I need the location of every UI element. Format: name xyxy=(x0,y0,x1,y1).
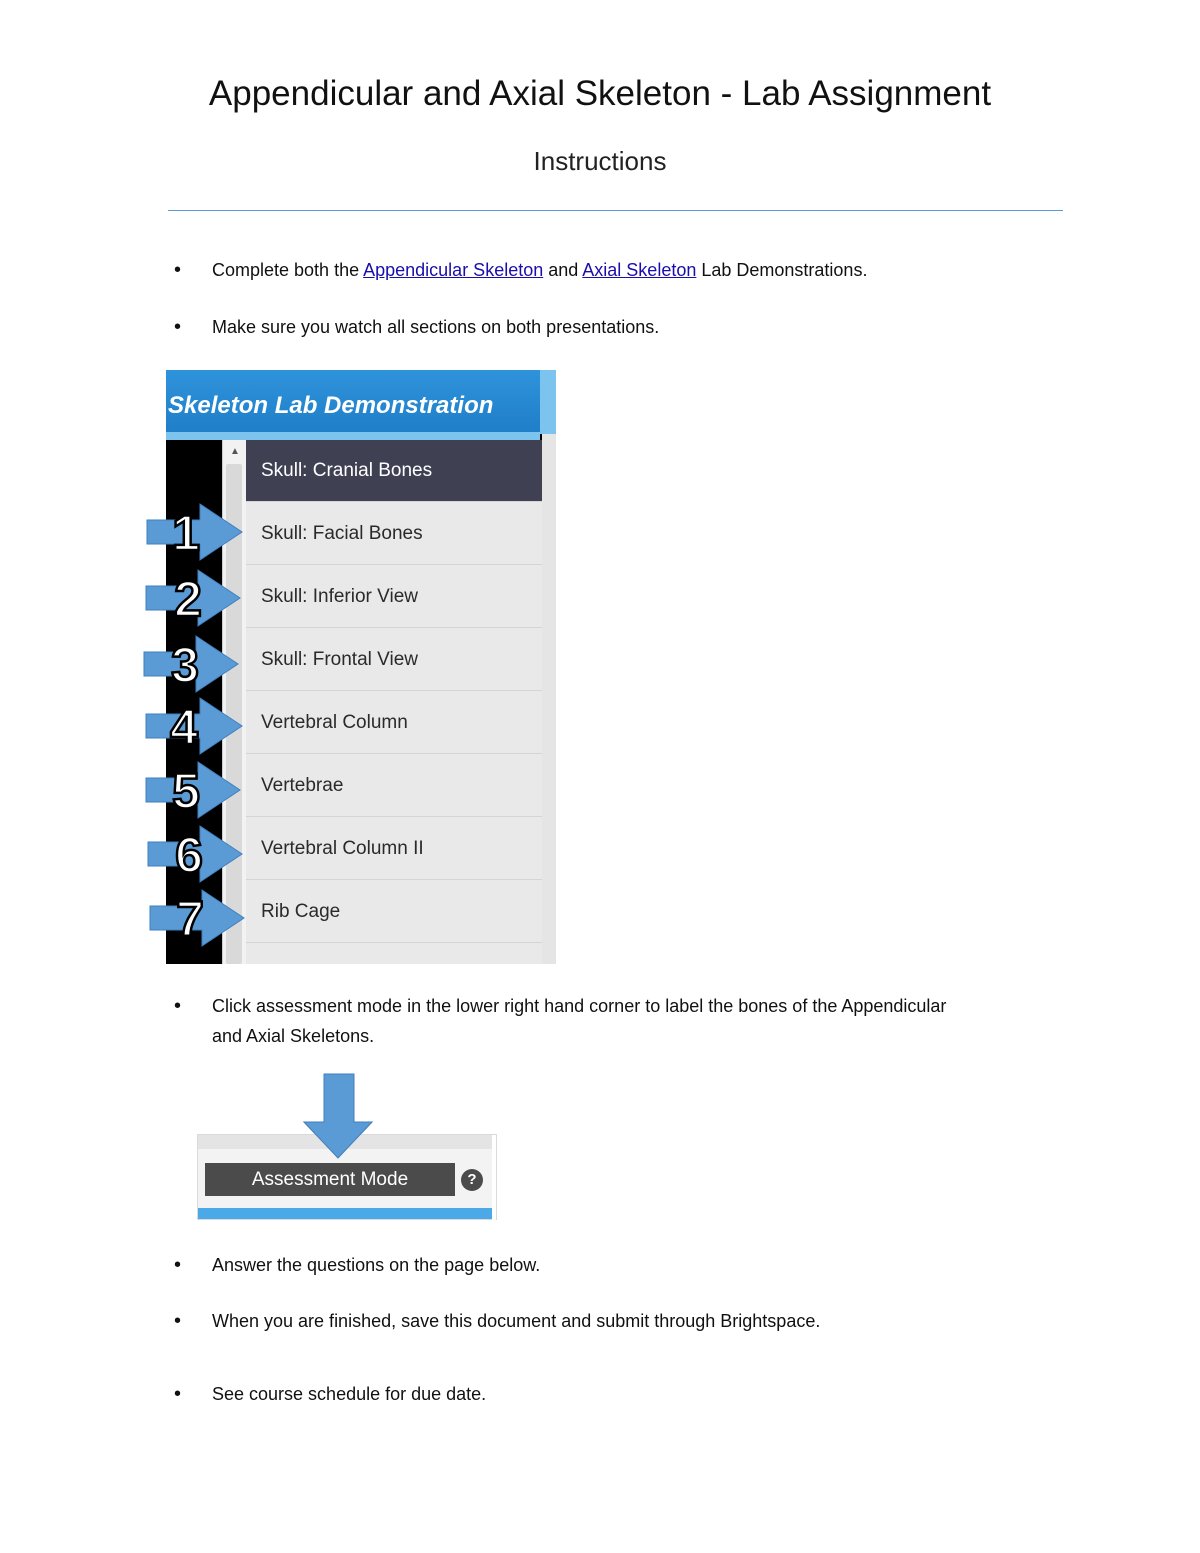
lab-item-facial-bones[interactable]: Skull: Facial Bones xyxy=(246,503,542,565)
bullet-watch-sections: • Make sure you watch all sections on both presentations. xyxy=(212,312,659,342)
scroll-up-icon[interactable]: ▲ xyxy=(230,446,240,457)
bullet-submit: • When you are finished, save this document and submit through Brightspace. xyxy=(212,1306,820,1336)
bullet-answer-questions: • Answer the questions on the page below. xyxy=(212,1250,540,1280)
bullet-complete-demos xyxy=(212,255,867,285)
bullet-assessment-mode xyxy=(212,991,946,1051)
axial-skeleton-link[interactable]: Axial Skeleton xyxy=(582,260,697,280)
assessment-right-edge xyxy=(492,1135,496,1221)
lab-item-rib-cage[interactable]: Rib Cage xyxy=(246,881,542,943)
lab-header-title: Skeleton Lab Demonstration xyxy=(168,392,494,419)
divider xyxy=(168,210,1063,211)
arrow-number: 3 xyxy=(171,637,199,693)
arrow-number: 2 xyxy=(174,571,202,627)
lab-item-vertebrae[interactable]: Vertebrae xyxy=(246,755,542,817)
arrow-number: 7 xyxy=(176,891,204,947)
assessment-mode-button[interactable]: Assessment Mode xyxy=(205,1163,455,1196)
arrow-number: 4 xyxy=(170,699,198,755)
lab-item-cranial-bones[interactable]: Skull: Cranial Bones xyxy=(246,440,542,502)
bullet-text: Complete both the xyxy=(212,260,364,280)
down-arrow-icon xyxy=(300,1072,376,1160)
bullet-line: and Axial Skeletons. xyxy=(212,1026,375,1046)
arrow-2-icon xyxy=(146,570,240,627)
arrow-1-icon xyxy=(147,504,242,561)
help-icon[interactable]: ? xyxy=(461,1169,483,1191)
lab-item-inferior-view[interactable]: Skull: Inferior View xyxy=(246,566,542,628)
bullet-text: and xyxy=(543,260,583,280)
numbered-arrows xyxy=(142,500,248,950)
arrow-4-icon xyxy=(146,698,242,755)
lab-item-vertebral-column[interactable]: Vertebral Column xyxy=(246,692,542,754)
bullet-due-date: • See course schedule for due date. xyxy=(212,1379,486,1409)
arrow-number: 6 xyxy=(175,827,203,883)
arrow-5-icon xyxy=(146,762,240,819)
page-title: Appendicular and Axial Skeleton - Lab Assignment xyxy=(208,74,992,113)
lab-right-edge xyxy=(542,434,556,964)
arrow-6-icon xyxy=(148,826,242,883)
lab-section-list xyxy=(246,440,544,964)
arrow-number: 5 xyxy=(172,763,200,819)
page-subtitle: Instructions xyxy=(533,146,667,176)
lab-header xyxy=(166,370,540,440)
arrow-number: 1 xyxy=(172,505,200,561)
arrow-3-icon xyxy=(144,636,238,693)
lab-item-vertebral-column-ii[interactable]: Vertebral Column II xyxy=(246,818,542,880)
arrow-7-icon xyxy=(150,890,244,947)
bullet-line: Click assessment mode in the lower right hand corner to label the bones of the Appendicular xyxy=(212,996,947,1016)
lab-header-edge xyxy=(540,370,556,434)
appendicular-skeleton-link[interactable]: Appendicular Skeleton xyxy=(363,260,544,280)
bullet-text: Lab Demonstrations. xyxy=(696,260,868,280)
lab-item-frontal-view[interactable]: Skull: Frontal View xyxy=(246,629,542,691)
assessment-bottom-bar xyxy=(198,1208,492,1219)
